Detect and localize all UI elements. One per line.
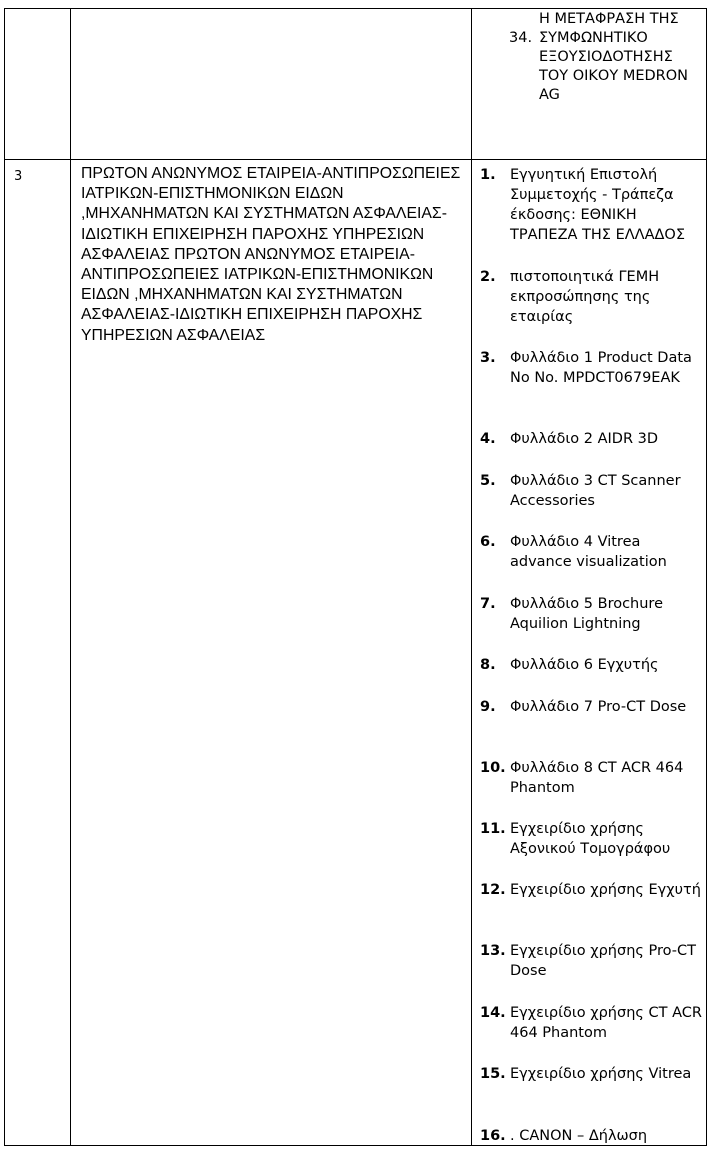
item-text: Εγγυητική Επιστολή Συμμετοχής - Τράπεζα έκδοσης: ΕΘΝΙΚΗ ΤΡΑΠΕΖΑ ΤΗΣ ΕΛΛΑΔΟΣ bbox=[510, 167, 685, 243]
item-number: 13. bbox=[480, 943, 506, 959]
item-text: Εγχειρίδιο χρήσης Αξονικού Τομογράφου bbox=[510, 821, 671, 857]
item-number: 12. bbox=[480, 882, 506, 898]
item-number: 10. bbox=[480, 760, 506, 776]
item-text: Η ΜΕΤΑΦΡΑΣΗ ΤΗΣ ΣΥΜΦΩΝΗΤΙΚΟ ΕΞΟΥΣΙΟΔΟΤΗΣΗΣ ΤΟΥ ΟΙΚΟΥ MEDRON AG bbox=[539, 11, 688, 103]
item-text: πιστοποιητικά ΓΕΜΗ εκπροσώπησης της εταιρίας bbox=[510, 269, 660, 325]
item-number: 5. bbox=[480, 473, 496, 489]
table-border-right bbox=[706, 8, 707, 1146]
item-text: Εγχειρίδιο χρήσης Εγχυτή bbox=[510, 882, 701, 898]
item-text: Εγχειρίδιο χρήσης Vitrea bbox=[510, 1066, 692, 1082]
item-number: 16. bbox=[480, 1128, 506, 1144]
column-divider-2 bbox=[471, 8, 472, 1146]
item-text: Εγχειρίδιο χρήσης Pro-CT Dose bbox=[510, 943, 696, 979]
item-number: 11. bbox=[480, 821, 506, 837]
item-text: Φυλλάδιο 5 Brochure Aquilion Lightning bbox=[510, 596, 663, 632]
item-number: 3. bbox=[480, 350, 496, 366]
row-divider bbox=[4, 159, 707, 160]
item-number: 9. bbox=[480, 699, 496, 715]
item-text: Φυλλάδιο 6 Εγχυτής bbox=[510, 657, 659, 673]
item-number: 4. bbox=[480, 431, 496, 447]
item-text: Φυλλάδιο 3 CT Scanner Accessories bbox=[510, 473, 681, 509]
item-text: Φυλλάδιο 8 CT ACR 464 Phantom bbox=[510, 760, 684, 796]
item-text: Φυλλάδιο 2 AIDR 3D bbox=[510, 431, 659, 447]
item-text: Εγχειρίδιο χρήσης CT ACR 464 Phantom bbox=[510, 1005, 702, 1041]
row-number: 3 bbox=[14, 169, 23, 184]
column-divider-1 bbox=[70, 8, 71, 1146]
item-number: 8. bbox=[480, 657, 496, 673]
item-number: 2. bbox=[480, 269, 496, 285]
item-text: Φυλλάδιο 1 Product Data No No. MPDCT0679EAK bbox=[510, 350, 692, 386]
table-border-left bbox=[4, 8, 5, 1146]
item-number: 34. bbox=[509, 30, 533, 46]
item-text: . CANON – Δήλωση bbox=[510, 1128, 648, 1144]
item-number: 1. bbox=[480, 167, 496, 183]
item-text: Φυλλάδιο 7 Pro-CT Dose bbox=[510, 699, 687, 715]
item-number: 15. bbox=[480, 1066, 506, 1082]
item-number: 6. bbox=[480, 534, 496, 550]
item-number: 7. bbox=[480, 596, 496, 612]
table-border-top bbox=[4, 8, 707, 9]
item-number: 14. bbox=[480, 1005, 506, 1021]
company-name: ΠΡΩΤΟΝ ΑΝΩΝΥΜΟΣ ΕΤΑΙΡΕΙΑ-ΑΝΤΙΠΡΟΣΩΠΕΙΕΣ ΙΑΤΡΙΚΩΝ-ΕΠΙΣΤΗΜΟΝΙΚΩΝ ΕΙΔΩΝ ,ΜΗΧΑΝΗΜΑΤΩΝ ΚΑΙ ΣΥΣΤΗΜΑΤΩΝ ΑΣΦΑΛΕΙΑΣ-ΙΔΙΩΤΙΚΗ ΕΠΙΧΕΙΡΗΣΗ ΠΑΡΟΧΗΣ ΥΠΗΡΕΣΙΩΝ ΑΣΦΑΛΕΙΑΣ ΠΡΩΤΟΝ ΑΝΩΝΥΜΟΣ ΕΤΑΙΡΕΙΑ-ΑΝΤΙΠΡΟΣΩΠΕΙΕΣ ΙΑΤΡΙΚΩΝ-ΕΠΙΣΤΗΜΟΝΙΚΩΝ ΕΙΔΩΝ ,ΜΗΧΑΝΗΜΑΤΩΝ ΚΑΙ ΣΥΣΤΗΜΑΤΩΝ ΑΣΦΑΛΕΙΑΣ-ΙΔΙΩΤΙΚΗ ΕΠΙΧΕΙΡΗΣΗ ΠΑΡΟΧΗΣ ΥΠΗΡΕΣΙΩΝ ΑΣΦΑΛΕΙΑΣ bbox=[81, 165, 461, 344]
item-text: Φυλλάδιο 4 Vitrea advance visualization bbox=[510, 534, 667, 570]
